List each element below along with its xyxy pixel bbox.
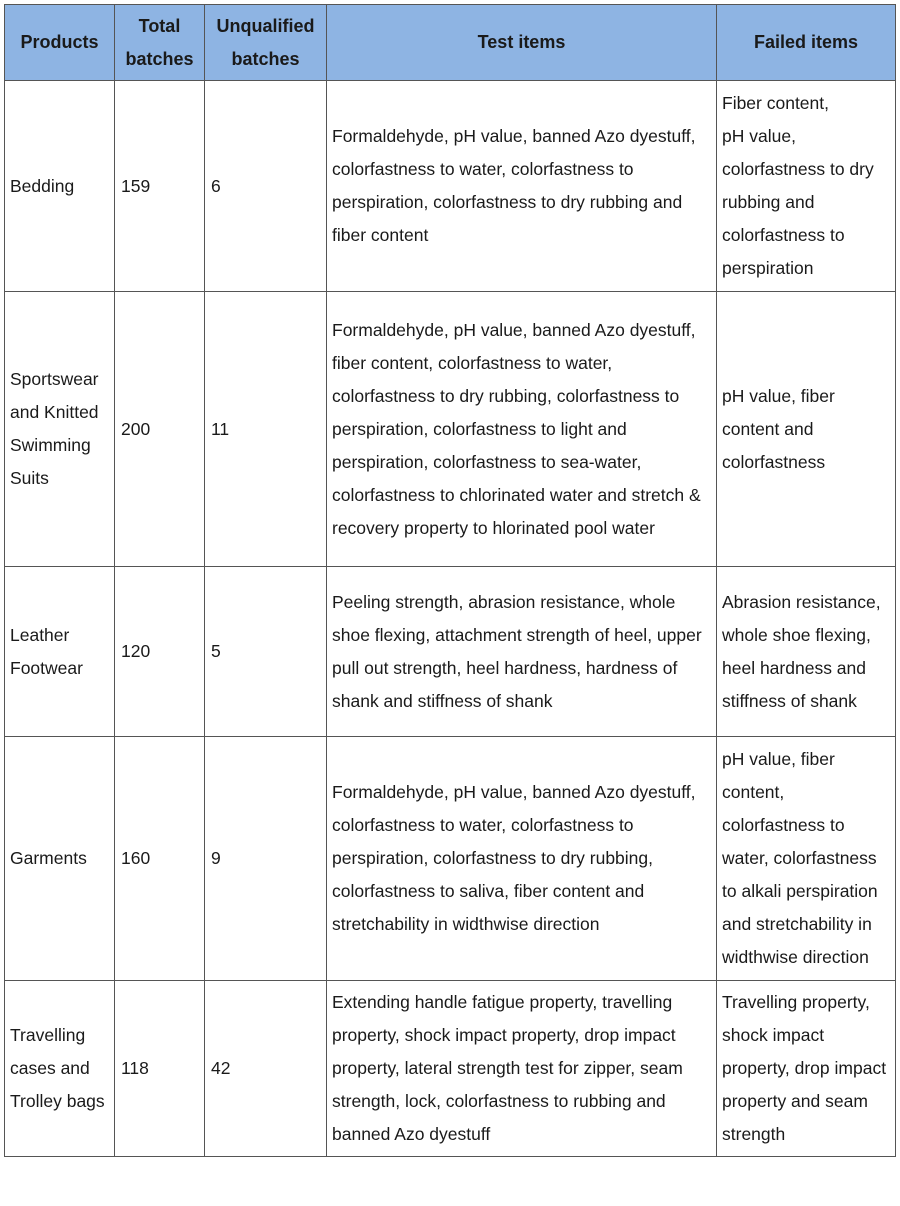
product-cell: Sportswear and Knitted Swimming Suits bbox=[5, 292, 115, 567]
test-items-cell: Formaldehyde, pH value, banned Azo dyestuff, colorfastness to water, colorfastness to perspiration, colorfastness to dry rubbing and fiber content bbox=[327, 81, 717, 292]
header-row bbox=[5, 5, 896, 81]
failed-item-line: Abrasion resistance, whole shoe flexing, heel hardness and stiffness of shank bbox=[722, 591, 881, 711]
failed-item-line: Fiber content, bbox=[722, 93, 829, 113]
table-row bbox=[5, 981, 896, 1157]
table-row bbox=[5, 81, 896, 292]
failed-item-line: Travelling property, shock impact property, drop impact property and seam strength bbox=[722, 992, 887, 1144]
failed-item-line: pH value, bbox=[722, 126, 796, 146]
unqualified-batches-cell: 9 bbox=[205, 737, 327, 981]
table-row bbox=[5, 567, 896, 737]
product-cell: Travelling cases and Trolley bags bbox=[5, 981, 115, 1157]
product-cell: Garments bbox=[5, 737, 115, 981]
inspection-results-table bbox=[4, 4, 896, 1157]
unqualified-batches-cell: 6 bbox=[205, 81, 327, 292]
failed-item-line: colorfastness to dry rubbing and colorfastness to perspiration bbox=[722, 159, 874, 278]
header-failed-items: Failed items bbox=[717, 5, 896, 81]
failed-item-line: colorfastness to water, colorfastness to alkali perspiration and stretchability in widthwise direction bbox=[722, 815, 878, 967]
product-cell: Bedding bbox=[5, 81, 115, 292]
header-products: Products bbox=[5, 5, 115, 81]
table-row bbox=[5, 292, 896, 567]
unqualified-batches-cell: 42 bbox=[205, 981, 327, 1157]
test-items-cell: Formaldehyde, pH value, banned Azo dyestuff, colorfastness to water, colorfastness to perspiration, colorfastness to dry rubbing, colorfastness to saliva, fiber content and stretchability in widthwise direction bbox=[327, 737, 717, 981]
test-items-cell: Peeling strength, abrasion resistance, whole shoe flexing, attachment strength of heel, upper pull out strength, heel hardness, hardness of shank and stiffness of shank bbox=[327, 567, 717, 737]
failed-item-line: pH value, fiber content, bbox=[722, 749, 835, 802]
test-items-cell: Formaldehyde, pH value, banned Azo dyestuff, fiber content, colorfastness to water, colorfastness to dry rubbing, colorfastness to perspiration, colorfastness to light and perspiration, colorfastness to sea-water, colorfastness to chlorinated water and stretch & recovery property to hlorinated pool water bbox=[327, 292, 717, 567]
failed-item-line: pH value, fiber content and colorfastness bbox=[722, 385, 835, 472]
test-items-cell: Extending handle fatigue property, travelling property, shock impact property, drop impact property, lateral strength test for zipper, seam strength, lock, colorfastness to rubbing and banned Azo dyestuff bbox=[327, 981, 717, 1157]
unqualified-batches-cell: 11 bbox=[205, 292, 327, 567]
total-batches-cell: 160 bbox=[115, 737, 205, 981]
header-unqualified-batches: Unqualified batches bbox=[205, 5, 327, 81]
failed-items-cell bbox=[717, 981, 896, 1157]
header-test-items: Test items bbox=[327, 5, 717, 81]
failed-items-cell bbox=[717, 737, 896, 981]
failed-items-cell bbox=[717, 567, 896, 737]
product-cell: Leather Footwear bbox=[5, 567, 115, 737]
total-batches-cell: 159 bbox=[115, 81, 205, 292]
total-batches-cell: 118 bbox=[115, 981, 205, 1157]
failed-items-cell bbox=[717, 292, 896, 567]
table-row bbox=[5, 737, 896, 981]
unqualified-batches-cell: 5 bbox=[205, 567, 327, 737]
total-batches-cell: 200 bbox=[115, 292, 205, 567]
header-total-batches: Total batches bbox=[115, 5, 205, 81]
total-batches-cell: 120 bbox=[115, 567, 205, 737]
failed-items-cell bbox=[717, 81, 896, 292]
